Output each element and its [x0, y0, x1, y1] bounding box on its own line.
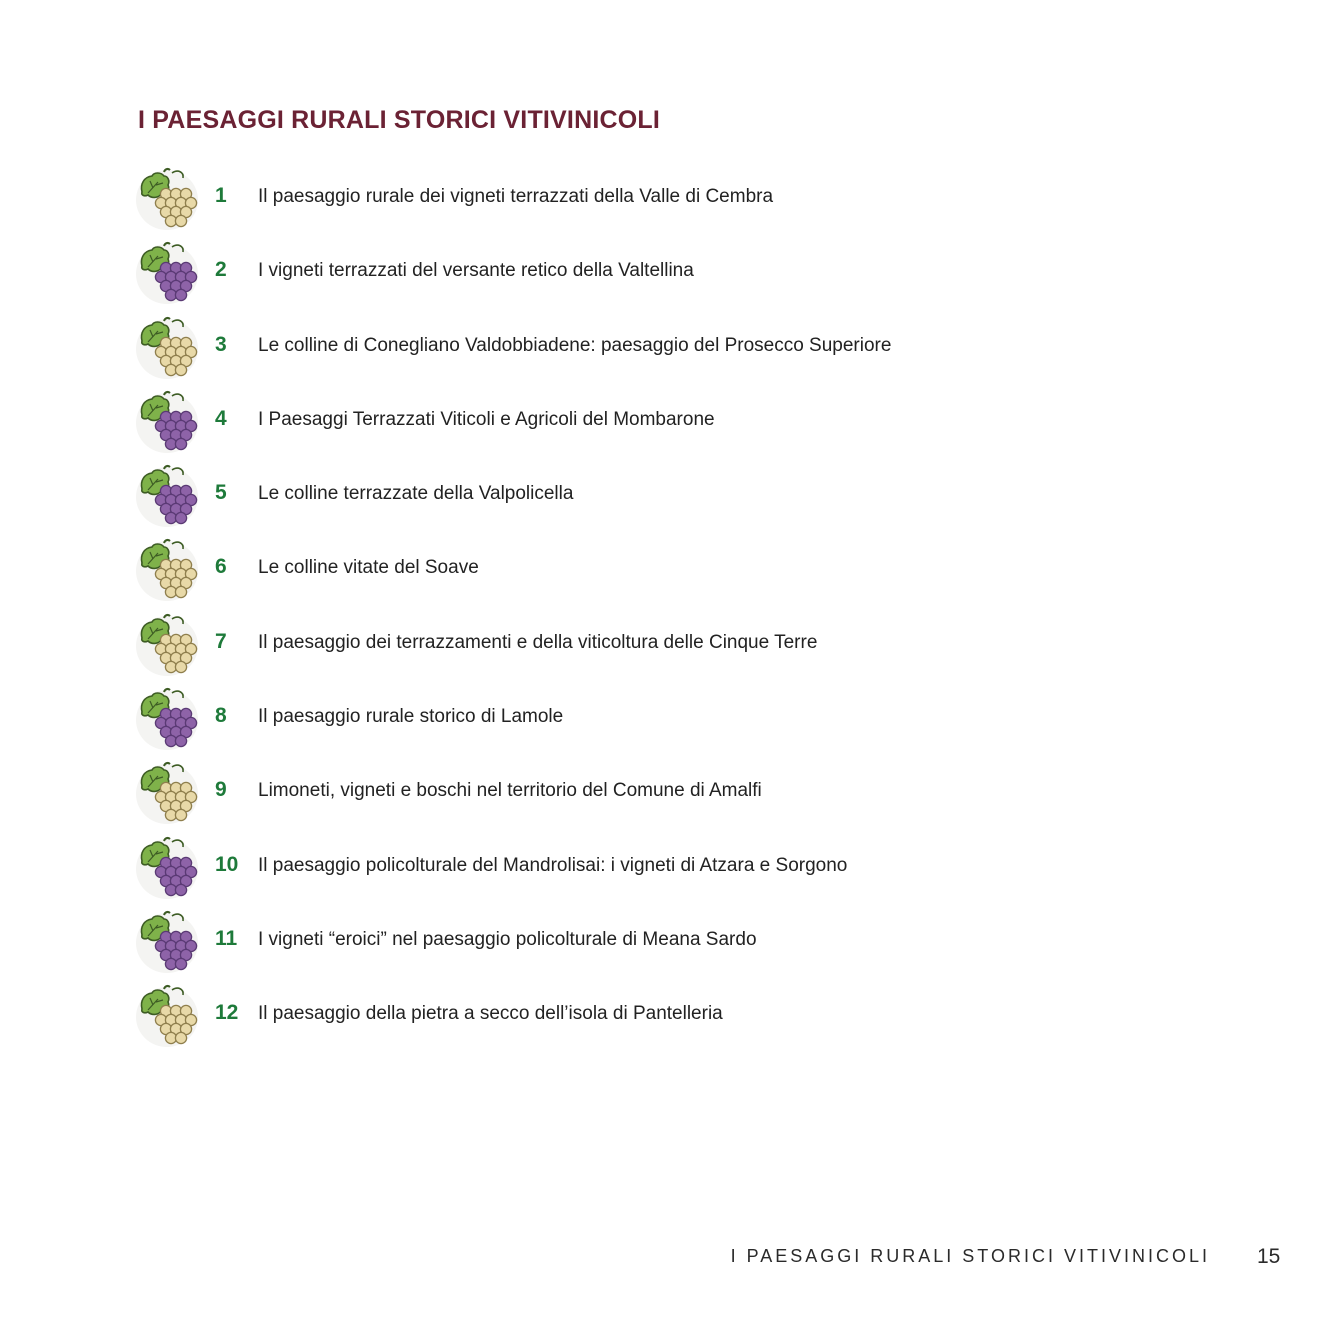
item-number: 10: [215, 852, 239, 876]
item-label: Il paesaggio della pietra a secco dell’isola di Pantelleria: [258, 1003, 723, 1025]
page-number: 15: [1257, 1245, 1281, 1268]
item-label: I vigneti terrazzati del versante retico della Valtellina: [258, 260, 694, 282]
item-number: 8: [215, 704, 227, 728]
list-item: [134, 686, 1134, 760]
item-number: 1: [215, 184, 227, 207]
white-grape-icon: [134, 760, 200, 824]
item-label: Il paesaggio rurale storico di Lamole: [258, 706, 564, 728]
red-grape-icon: [134, 463, 200, 527]
landscape-list: [134, 166, 1134, 1058]
item-label: Le colline vitate del Soave: [258, 557, 479, 579]
item-number: 2: [215, 258, 227, 282]
item-label: Il paesaggio dei terrazzamenti e della viticoltura delle Cinque Terre: [258, 631, 818, 653]
red-grape-icon: [134, 909, 200, 973]
item-label: I vigneti “eroici” nel paesaggio policolturale di Meana Sardo: [258, 928, 757, 950]
item-number: 5: [215, 481, 227, 505]
item-number: 4: [215, 406, 227, 430]
item-label: Il paesaggio rurale dei vigneti terrazzati della Valle di Cembra: [258, 186, 774, 207]
red-grape-icon: [134, 240, 200, 304]
item-label: I Paesaggi Terrazzati Viticoli e Agricoli del Mombarone: [258, 408, 715, 430]
red-grape-icon: [134, 835, 200, 899]
item-label: Le colline di Conegliano Valdobbiadene: paesaggio del Prosecco Superiore: [258, 334, 892, 356]
item-label: Il paesaggio policolturale del Mandrolisai: i vigneti di Atzara e Sorgono: [258, 854, 848, 876]
list-item: [134, 166, 1134, 240]
list-item: [134, 612, 1134, 686]
item-number: 3: [215, 332, 227, 356]
list-item: [134, 463, 1134, 537]
list-item: [134, 760, 1134, 834]
red-grape-icon: [134, 686, 200, 750]
white-grape-icon: [134, 983, 200, 1047]
list-item: [134, 537, 1134, 611]
white-grape-icon: [134, 612, 200, 676]
white-grape-icon: [134, 315, 200, 379]
list-item: [134, 389, 1134, 463]
item-number: 7: [215, 629, 227, 653]
list-item: [134, 835, 1134, 909]
page-title: I PAESAGGI RURALI STORICI VITIVINICOLI: [138, 106, 660, 134]
white-grape-icon: [134, 166, 200, 230]
list-item: [134, 983, 1134, 1057]
item-label: Limoneti, vigneti e boschi nel territorio del Comune di Amalfi: [258, 780, 762, 802]
red-grape-icon: [134, 389, 200, 453]
list-item: [134, 909, 1134, 983]
list-item: [134, 240, 1134, 314]
item-number: 12: [215, 1001, 239, 1025]
item-label: Le colline terrazzate della Valpolicella: [258, 483, 574, 505]
running-footer: I PAESAGGI RURALI STORICI VITIVINICOLI: [730, 1246, 1210, 1266]
list-item: [134, 315, 1134, 389]
item-number: 11: [215, 926, 238, 950]
item-number: 9: [215, 778, 227, 802]
item-number: 6: [215, 555, 227, 579]
white-grape-icon: [134, 537, 200, 601]
